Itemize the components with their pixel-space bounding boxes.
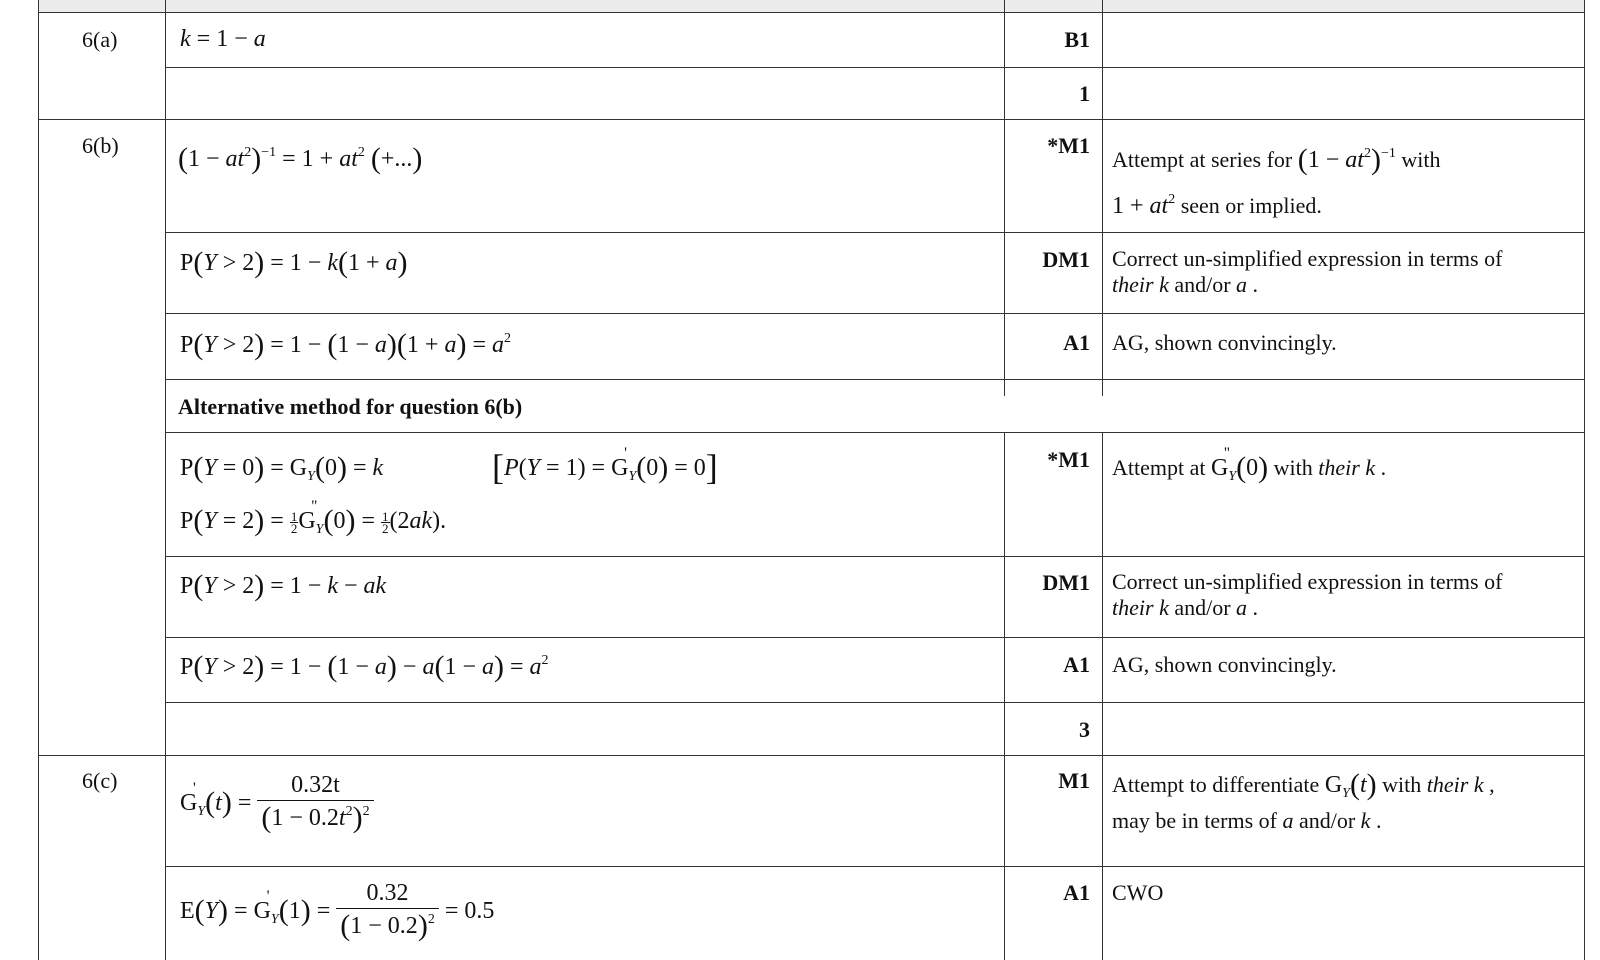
grid-line xyxy=(165,67,1585,68)
guidance-6b-m1-line2: $1 + at^2$ seen or implied. xyxy=(1112,192,1322,219)
grid-line xyxy=(165,313,1585,314)
guidance-6c-a1: CWO xyxy=(1112,880,1164,905)
header-band xyxy=(38,0,1584,12)
guidance-6c-m1-line2: may be in terms of a and/or k . xyxy=(1112,808,1382,833)
alternative-method-heading: Alternative method for question 6(b) xyxy=(178,394,523,419)
grid-line xyxy=(165,637,1585,638)
answer-6b-alt-p2: P(Y = 2) = $\frac{1}{2}$ G ''$_Y(0)$ = $\frac{1}{2}$ (2ak). xyxy=(180,508,446,534)
guidance-text: seen or implied. xyxy=(1180,193,1322,218)
grid-line xyxy=(165,0,166,960)
guidance-6b-m1: Attempt at series for $(1 - at^2)^{-1}$ with xyxy=(1112,143,1441,176)
guidance-text: with xyxy=(1382,772,1422,797)
question-number: 6(c) xyxy=(82,768,118,793)
grid-line xyxy=(38,755,1585,756)
fraction-numerator: 0.32 xyxy=(336,878,439,909)
guidance-text: with xyxy=(1273,455,1313,480)
mark-6b-alt-m1: *M1 xyxy=(1047,447,1090,472)
guidance-6b-a1: AG, shown convincingly. xyxy=(1112,330,1337,355)
mark-6b-m1: *M1 xyxy=(1047,133,1090,158)
guidance-6c-m1: Attempt to differentiate $G_Y(t)$ with their k , xyxy=(1112,768,1495,801)
answer-6b-result: $P(Y > 2) = 1 - (1 - a)(1 + a) = a^2$ xyxy=(180,328,511,361)
answer-6b-alt-p1: [P(Y = 1) = G '$_Y(0) = 0$] xyxy=(492,455,718,481)
mark-6b-alt-dm1: DM1 xyxy=(1042,570,1090,595)
guidance-text: and/or xyxy=(1174,272,1231,297)
grid-line xyxy=(1584,0,1585,960)
guidance-text: Attempt at series for xyxy=(1112,147,1293,172)
mark-6a-total: 1 xyxy=(1079,81,1090,106)
grid-line xyxy=(1004,432,1005,960)
guidance-text: their xyxy=(1112,595,1154,620)
question-number: 6(a) xyxy=(82,27,118,52)
mark-6b-total: 3 xyxy=(1079,717,1090,742)
grid-line xyxy=(38,0,39,960)
guidance-6b-alt-dm1: Correct un-simplified expression in terms of their k and/or a . xyxy=(1112,569,1503,620)
grid-line xyxy=(38,119,1585,120)
guidance-text: and/or xyxy=(1174,595,1231,620)
grid-line xyxy=(38,12,1585,13)
grid-line xyxy=(165,866,1585,867)
guidance-text: Correct un-simplified expression in terms of xyxy=(1112,246,1503,271)
fraction-numerator: 0.32t xyxy=(257,770,373,801)
guidance-text: their xyxy=(1112,272,1154,297)
answer-6b-alt-prob: P(Y > 2) = 1 − k − ak xyxy=(180,569,387,602)
answer-6a: k = 1 − a xyxy=(180,26,266,52)
expectation-result: = 0.5 xyxy=(444,898,495,925)
grid-line xyxy=(165,702,1585,703)
mark-6a-b1: B1 xyxy=(1064,27,1090,52)
mark-6b-alt-a1: A1 xyxy=(1063,652,1090,677)
guidance-text: their xyxy=(1426,772,1469,797)
guidance-6b-dm1: Correct un-simplified expression in terms of their k and/or a . xyxy=(1112,246,1503,297)
grid-line xyxy=(165,379,1585,380)
guidance-text: and/or xyxy=(1298,808,1356,833)
grid-line xyxy=(1102,0,1103,396)
guidance-text: Correct un-simplified expression in terms of xyxy=(1112,569,1503,594)
answer-6b-alt-result: $P(Y > 2) = 1 - (1 - a) - a(1 - a) = a^2$ xyxy=(180,650,549,683)
mark-6b-a1: A1 xyxy=(1063,330,1090,355)
answer-6b-alt-p0: $P(Y = 0) = G_Y(0) = k$ xyxy=(180,451,384,484)
answer-6c-derivative: G '$_Y(t)$ = $\frac{0.32t}{(1 - 0.2t^2)^2}$ xyxy=(180,772,374,837)
answer-6c-expectation: E(Y) = G '$_Y(1)$ = $\frac{0.32}{(1 - 0.2)^2}$ = 0.5 xyxy=(180,880,494,945)
guidance-6b-alt-m1: Attempt at G ''$_Y(0)$ with their k . xyxy=(1112,455,1386,481)
question-number: 6(b) xyxy=(82,133,119,158)
guidance-text: Attempt to differentiate xyxy=(1112,772,1320,797)
answer-6b-prob: P(Y > 2) = 1 − k(1 + a) xyxy=(180,246,408,279)
grid-line xyxy=(1004,0,1005,396)
grid-line xyxy=(1102,432,1103,960)
guidance-6b-alt-a1: AG, shown convincingly. xyxy=(1112,652,1337,677)
guidance-text: Attempt at xyxy=(1112,455,1206,480)
grid-line xyxy=(165,232,1585,233)
grid-line xyxy=(165,432,1585,433)
guidance-text: may be in terms of xyxy=(1112,808,1277,833)
answer-6b-series: $(1 - at^2)^{-1} = 1 + at^2$ (+...) xyxy=(178,142,423,175)
guidance-text: their xyxy=(1318,455,1360,480)
mark-6c-m1: M1 xyxy=(1058,768,1090,793)
guidance-text: with xyxy=(1401,147,1441,172)
mark-6c-a1: A1 xyxy=(1063,880,1090,905)
mark-6b-dm1: DM1 xyxy=(1042,247,1090,272)
grid-line xyxy=(165,556,1585,557)
